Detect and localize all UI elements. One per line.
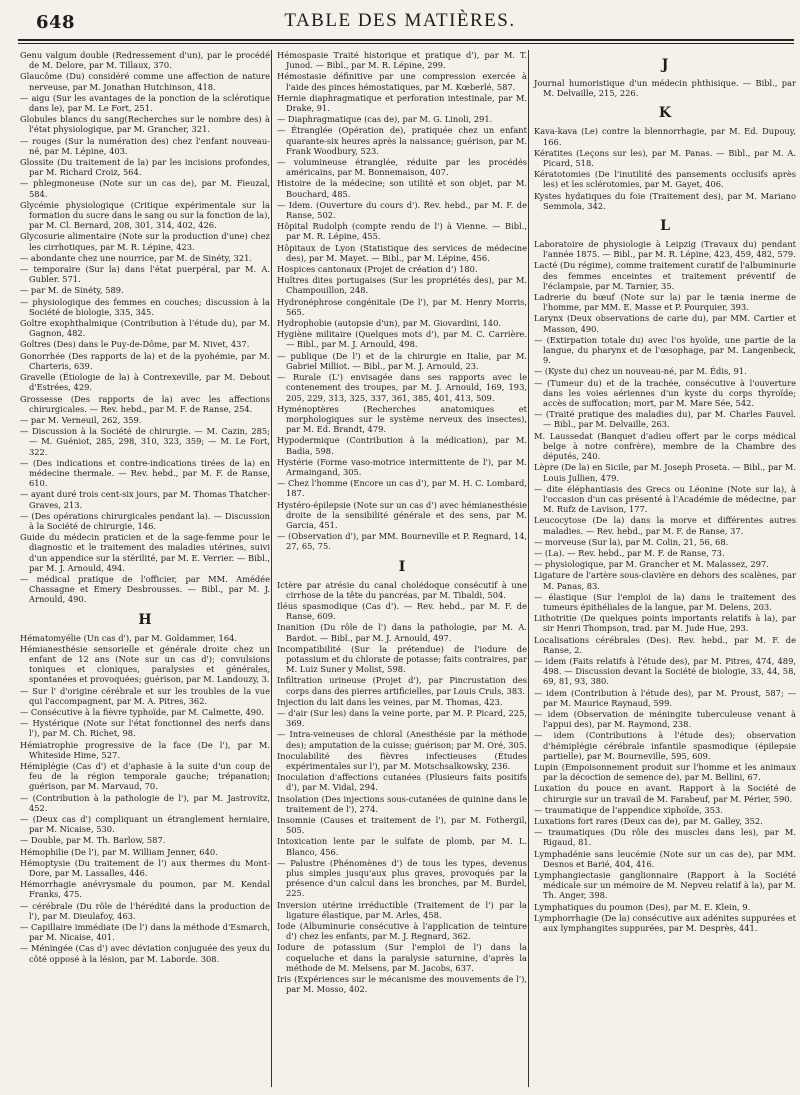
index-entry: — temporaire (Sur la) dans l'état puerpéral, par M. A. Gubler. 571. bbox=[20, 264, 270, 285]
page-number: 648 bbox=[36, 12, 76, 33]
index-entry: — Double, par M. Th. Barlow, 587. bbox=[20, 835, 166, 846]
index-entry: — (La). — Rev. hebd., par M. F. de Ranse, 73. bbox=[534, 547, 725, 558]
index-entry: Hémospasie Traité historique et pratique d'), par M. T. Junod. — Bibl., par M. R. Lépine, 299. bbox=[277, 50, 527, 71]
index-entry: Luxation du pouce en avant. Rapport à la Société de chirurgie sur un travail de M. Farabeuf, par M. Périer, 590. bbox=[534, 783, 796, 804]
index-entry: — (Contribution à la pathologie de l'), par M. Jastrovitz, 452. bbox=[20, 792, 270, 813]
index-entry: Hémoptysie (Du traitement de l') aux thermes du Mont-Dore, par M. Lassalles, 446. bbox=[20, 857, 270, 879]
index-entry: — volumineuse étranglée, réduite par les procédés américains, par M. Bonnemaison, 407. bbox=[277, 157, 527, 178]
column-right bbox=[534, 50, 796, 934]
index-entry: — (Traité pratique des maladies du), par M. Charles Fauvel. — Bibl., par M. Delvaille, 263. bbox=[534, 409, 796, 430]
index-entry: Hygiène militaire (Quelques mots d'), par M. C. Carrière. — Bibl., par M. J. Arnould, 498. bbox=[277, 329, 527, 350]
index-entry: — élastique (Sur l'emploi de la) dans le traitement des tumeurs épithéliales de la langue, par M. Delens, 203. bbox=[534, 591, 796, 612]
index-entry: — Sur l' d'origine cérébrale et sur les troubles de la vue qui l'accompagnent, par M. A. Pitres, 362. bbox=[20, 685, 270, 706]
index-entry: — (Des opérations chirurgicales pendant la). — Discussion à la Société de chirurgie, 146. bbox=[20, 510, 270, 531]
index-entry: Iris (Expériences sur le mécanisme des mouvements de l'), par M. Mosso, 402. bbox=[277, 974, 527, 995]
index-entry: Larynx (Deux observations de carie du), par MM. Cartier et Masson, 490. bbox=[534, 313, 796, 334]
index-entry: — (Des indications et contre-indications tirées de la) en médecine thermale. — Rev. hebd., par M. F. de Ranse, 610. bbox=[20, 457, 270, 489]
index-entry: — rouges (Sur la numération des) chez l'enfant nouveau-né, par M. Lépine, 403. bbox=[20, 135, 270, 156]
index-entry: Goîtres (Des) dans le Puy-de-Dôme, par M. Nivet, 437. bbox=[20, 339, 250, 350]
index-entry: Hémianesthésie sensorielle et générale droite chez un enfant de 12 ans (Note sur un cas d'); convulsions toniques et cloniques, paralysies et générales, spontanées et provoquées; guérison, par M. Landouzy, 3. bbox=[20, 643, 270, 685]
index-entry: — Diaphragmatique (cas de), par M. G. Linoli, 291. bbox=[277, 114, 493, 125]
index-entry: Kératotomies (De l'inutilité des pansements occlusifs après les) et les sclérotomies, par M. Gayet, 406. bbox=[534, 169, 796, 190]
index-entry: Kératites (Leçons sur les), par M. Panas. — Bibl., par M. A. Picard, 518. bbox=[534, 147, 796, 169]
index-entry: Histoire de la médecine; son utilité et son objet, par M. Bouchard, 485. bbox=[277, 178, 527, 199]
index-entry: — idem (Observation de méningite tuberculeuse venant à l'appui des), par M. Raymond, 238. bbox=[534, 708, 796, 730]
index-entry: — Intra-veineuses de chloral (Anesthésie par la méthode des); amputation de la cuisse; guérison; par M. Oré, 305. bbox=[277, 729, 527, 750]
index-entry: — cérébrale (Du rôle de l'hérédité dans la production de l'), par M. Dieulafoy, 463. bbox=[20, 900, 270, 921]
index-entry: — médical pratique de l'officier, par MM. Amédée Chassagne et Emery Desbrousses. — Bibl., par M. J. Arnould, 490. bbox=[20, 573, 270, 605]
index-entry: Hôpital Rudolph (compte rendu de l') à Vienne. — Bibl., par M. R. Lépine, 455. bbox=[277, 221, 527, 242]
entry-list-j bbox=[534, 78, 796, 98]
index-entry: — dite éléphantiasis des Grecs ou Léonine (Note sur la), à l'occasion d'un cas présenté à l'Académie de médecine, par M. Rufz de Lavison, 177. bbox=[534, 483, 796, 515]
index-entry: — Méningée (Cas d') avec déviation conjuguée des yeux du côté opposé à la lésion, par M. Laborde. 308. bbox=[20, 943, 270, 964]
index-entry: — Capillaire immédiate (De l') dans la méthode d'Esmarch, par M. Nicaise, 401. bbox=[20, 922, 270, 943]
index-entry: Hystéro-épilepsie (Note sur un cas d') avec hémianesthésie droite de la sensibilité générale et des sens, par M. Garcia, 451. bbox=[277, 499, 527, 530]
index-entry: Hémostasie définitive par une compression exercée à l'aide des pinces hémostatiques, par M. Kœberlé, 587. bbox=[277, 71, 527, 92]
index-entry: — aigu (Sur les avantages de la ponction de la sclérotique dans le), par M. Le Fort, 251. bbox=[20, 92, 270, 114]
index-entry: Globules blancs du sang(Recherches sur le nombre des) à l'état physiologique, par M. Grancher, 321. bbox=[20, 114, 270, 135]
index-entry: Glycémie physiologique (Critique expérimentale sur la formation du sucre dans le sang ou sur la fonction de la), par M. Cl. Bernard, 208, 301, 314, 402, 426. bbox=[20, 199, 270, 231]
index-entry: Iléus spasmodique (Cas d'). — Rev. hebd., par M. F. de Ranse, 609. bbox=[277, 600, 527, 622]
index-entry: Genu valgum double (Redressement d'un), par le procédé de M. Delore, par M. Tillaux, 370. bbox=[20, 50, 270, 71]
index-entry: Gravelle (Étiologie de la) à Contrexeville, par M. Debout d'Estrées, 429. bbox=[20, 372, 270, 393]
index-entry: Lithotritie (De quelques points importants relatifs à la), par sir Henri Thompson, trad. par M. Jude Hue, 293. bbox=[534, 613, 796, 634]
index-entry: Lèpre (De la) en Sicile, par M. Joseph Proseta. — Bibl., par M. Louis Jullien, 479. bbox=[534, 462, 796, 483]
index-entry: Inoculabilité des fièvres infectieuses (Études expérimentales sur l'), par M. Motschsalkowsky, 236. bbox=[277, 750, 527, 771]
index-entry: Lymphorrhagie (De la) consécutive aux adénites suppurées et aux lymphangites suppurées, par M. Desprès, 441. bbox=[534, 912, 796, 934]
index-entry: — idem (Faits relatifs à l'étude des), par M. Pitres, 474, 489, 498. — Discussion devant la Société de biologie, 33, 44, 58, 69, 81, 93, 380. bbox=[534, 655, 796, 687]
index-entry: — (Tumeur du) et de la trachée, consécutive à l'ouverture dans les voies aériennes d'un kyste du corps thyroïde; accès de suffocation; mort, par M. Mare Sée, 542. bbox=[534, 377, 796, 409]
index-entry: Iode (Albuminurie consécutive à l'application de teinture d') chez les enfants, par M. J. Regnard, 362. bbox=[277, 921, 527, 942]
index-entry: — Discussion à la Société de chirurgie. — M. Cazin, 285; — M. Guéniot, 285, 298, 310, 323, 359; — M. Le Fort, 322. bbox=[20, 426, 270, 457]
index-entry: Glaucôme (Du) considéré comme une affection de nature nerveuse, par M. Jonathan Hutchinson, 418. bbox=[20, 71, 270, 92]
index-entry: Hémorrhagie anévrysmale du poumon, par M. Kendal Franks, 475. bbox=[20, 879, 270, 900]
index-entry: — Étranglée (Opération de), pratiquée chez un enfant quarante-six heures après la naissance; guérison, par M. Frank Woodbury, 523. bbox=[277, 125, 527, 156]
entry-list-h-i bbox=[277, 50, 527, 994]
index-entry: Hypodermique (Contribution à la médication), par M. Badia, 598. bbox=[277, 435, 527, 456]
index-entry: — Consécutive à la fièvre typhoïde, par M. Calmette, 490. bbox=[20, 706, 264, 717]
index-entry: Glycosurie alimentaire (Note sur la production d'une) chez les cirrhotiques, par M. R. Lépine, 423. bbox=[20, 231, 270, 252]
index-entry: — idem (Contribution à l'étude des), par M. Proust, 587; — par M. Maurice Raynaud, 599. bbox=[534, 687, 796, 708]
column-divider bbox=[528, 50, 529, 1087]
index-entry: M. Laussedat (Banquet d'adieu offert par le corps médical belge à notre confrère), membre de la Chambre des députés, 240. bbox=[534, 430, 796, 462]
index-entry: Lupin (Empoisonnement produit sur l'homme et les animaux par la décoction de semence de), par M. Bellini, 67. bbox=[534, 761, 796, 783]
index-entry: — phlegmoneuse (Note sur un cas de), par M. Fieuzal, 584. bbox=[20, 178, 270, 199]
index-entry: — d'air (Sur les) dans la veine porte, par M. P. Picard, 225, 369. bbox=[277, 707, 527, 729]
index-entry: Kystes hydatiques du foie (Traitement des), par M. Mariano Semmola, 342. bbox=[534, 190, 796, 211]
index-entry: Localisations cérébrales (Des). Rev. hebd., par M. F. de Ranse, 2. bbox=[534, 634, 796, 655]
entry-list-l bbox=[534, 239, 796, 933]
index-entry: Hernie diaphragmatique et perforation intestinale, par M. Drake, 91. bbox=[277, 92, 527, 114]
index-entry: — (Observation d'), par MM. Bourneville et P. Regnard, 14, 27, 65, 75. bbox=[277, 531, 527, 552]
section-letter-l: L bbox=[660, 218, 670, 235]
index-entry: Goître exophthalmique (Contribution à l'étude du), par M. Gagnon, 482. bbox=[20, 318, 270, 339]
index-entry: Lacté (Du régime), comme traitement curatif de l'albuminurie des femmes enceintes et traitement préventif de l'éclampsie, par M. Tarnier, 35. bbox=[534, 260, 796, 291]
index-entry: Injection du lait dans les veines, par M. Thomas, 423. bbox=[277, 696, 503, 707]
section-letter: I bbox=[398, 558, 406, 575]
index-entry: — par M. Verneuil, 262, 359. bbox=[20, 414, 142, 425]
index-entry: Hyménoptères (Recherches anatomiques et morphologiques sur le système nerveux des insectes), par M. Ed. Brandt, 479. bbox=[277, 403, 527, 435]
index-entry: Intoxication lente par le sulfate de plomb, par M. L. Blanco, 456. bbox=[277, 836, 527, 857]
index-entry: — idem (Contributions à l'étude des); observation d'hémiplégie cérébrale infantile spasmodique (épilepsie partielle), par M. Bourneville, 595, 609. bbox=[534, 730, 796, 761]
index-entry: — (Deux cas d') compliquant un étranglement herniaire, par M. Nicaise, 530. bbox=[20, 814, 270, 835]
index-entry: Luxations fort rares (Deux cas de), par M. Galley, 352. bbox=[534, 816, 763, 826]
index-entry: Hydronéphrose congénitale (De l'), par M. Henry Morris, 565. bbox=[277, 296, 527, 317]
entry-list-h bbox=[20, 633, 270, 964]
index-entry: — Idem. (Ouverture du cours d'). Rev. hebd., par M. F. de Ranse, 502. bbox=[277, 199, 527, 221]
index-entry: — publique (De l') et de la chirurgie en Italie, par M. Gabriel Milliot. — Bibl., par M. J. Arnould, 23. bbox=[277, 350, 527, 371]
entry-list-g bbox=[20, 50, 270, 605]
index-entry: — par M. de Sinéty, 589. bbox=[20, 285, 124, 296]
index-entry: Hémiplégie (Cas d') et d'aphasie à la suite d'un coup de feu de la région temporale gauche; trépanation; guérison, par M. Marvaud, 70. bbox=[20, 761, 270, 792]
index-entry: — Rurale (L') envisagée dans ses rapports avec le contenement des troupes, par M. J. Arnould, 169, 193, 205, 229, 313, 325, 337, 361, 385, 401, 413, 509. bbox=[277, 372, 527, 403]
index-entry: Hôpitaux de Lyon (Statistique des services de médecine des), par M. Mayet. — Bibl., par M. Lépine, 456. bbox=[277, 242, 527, 263]
index-entry: Hospices cantonaux (Projet de création d') 180. bbox=[277, 264, 478, 275]
index-entry: Ladrerie du bœuf (Note sur la) par le tænia inerme de l'homme, par MM. E. Masse et P. Pourquier, 393. bbox=[534, 292, 796, 313]
index-entry: Inoculation d'affections cutanées (Plusieurs faits positifs d'), par M. Vidal, 294. bbox=[277, 772, 527, 793]
index-entry: Ictère par atrésie du canal cholédoque consécutif à une cirrhose de la tête du pancréas, par M. Tibaldi, 504. bbox=[277, 579, 527, 600]
section-letter-j: J bbox=[661, 57, 669, 73]
index-entry: Gonorrhée (Des rapports de la) et de la pyohémie, par M. Charteris, 639. bbox=[20, 350, 270, 371]
index-entry: Lymphangiectasie ganglionnaire (Rapport à la Société médicale sur un mémoire de M. Nepveu relatif à la), par M. Th. Anger, 398. bbox=[534, 870, 796, 901]
index-entry: Huîtres dites portugaises (Sur les propriétés des), par M. Champouillon, 248. bbox=[277, 275, 527, 296]
entry-list-k bbox=[534, 126, 796, 211]
index-entry: Guide du médecin praticien et de la sage-femme pour le diagnostic et le traitement des maladies utérines, suivi d'un appendice sur la stérilité, par M. E. Verrier. — Bibl., par M. J. Arnould, 494. bbox=[20, 532, 270, 573]
index-entry: — Hystérique (Note sur l'état fonctionnel des nerfs dans l'), par M. Ch. Richet, 98. bbox=[20, 718, 270, 739]
index-entry: Insomnie (Causes et traitement de l'), par M. Fothergil, 505. bbox=[277, 815, 527, 836]
column-left bbox=[20, 50, 270, 965]
index-entry: — Chez l'homme (Encore un cas d'), par M. H. C. Lombard, 187. bbox=[277, 478, 527, 499]
index-entry: — physiologique des femmes en couches; discussion à la Société de biologie, 335, 345. bbox=[20, 296, 270, 317]
section-letter-h: H bbox=[138, 611, 152, 628]
index-entry: Glossite (Du traitement de la) par les incisions profondes, par M. Richard Croiz, 564. bbox=[20, 157, 270, 178]
page-title: TABLE DES MATIÈRES. bbox=[284, 10, 516, 31]
index-entry: — (Kyste du) chez un nouveau-né, par M. Édis, 91. bbox=[534, 366, 747, 377]
index-entry: Ligature de l'artère sous-clavière en dehors des scalènes, par M. Panas, 83. bbox=[534, 570, 796, 591]
index-entry: Hématomyélie (Un cas d'), par M. Goldammer, 164. bbox=[20, 632, 238, 643]
index-entry: Hémophilie (De l'), par M. William Jenner, 640. bbox=[20, 846, 218, 857]
section-letter-k: K bbox=[658, 105, 672, 122]
index-entry: Lymphadénie sans leucémie (Note sur un cas de), par MM. Desnos et Barié, 404, 416. bbox=[534, 848, 796, 869]
index-entry: Laboratoire de physiologie à Leipzig (Travaux du) pendant l'année 1875. — Bibl., par M. R. Lépine, 423, 459, 482, 579. bbox=[534, 239, 796, 260]
index-entry: Lymphatiques du poumon (Des), par M. E. Klein, 9. bbox=[534, 901, 751, 912]
index-entry: — traumatique de l'appendice xiphoïde, 353. bbox=[534, 804, 723, 815]
header-rule-thin bbox=[18, 43, 794, 44]
header-rule bbox=[18, 39, 794, 41]
index-entry: Journal humoristique d'un médecin phthisique. — Bibl., par M. Delvaille, 215, 226. bbox=[534, 78, 796, 99]
index-entry: Kava-kava (Le) contre la blennorrhagie, par M. Ed. Dupouy, 166. bbox=[534, 126, 796, 147]
index-entry: — traumatiques (Du rôle des muscles dans les), par M. Rigaud, 81. bbox=[534, 827, 796, 848]
index-entry: Inanition (Du rôle de l') dans la pathologie, par M. A. Bardot. — Bibl., par M. J. Arnould, 497. bbox=[277, 622, 527, 643]
index-entry: — ayant duré trois cent-six jours, par M. Thomas Thatcher-Graves, 213. bbox=[20, 489, 270, 510]
index-entry: Hydrophobie (autopsie d'un), par M. Giovardini, 140. bbox=[277, 318, 501, 329]
column-divider bbox=[271, 50, 272, 1087]
index-entry: Infiltration urineuse (Projet d'), par Pincrustation des corps dans des pierres artificielles, par Louis Cruls, 383. bbox=[277, 675, 527, 696]
index-entry: Incompatibilité (Sur la prétendue) de l'iodure de potassium et du chlorate de potasse; faits contraires, par M. Luiz Suner y Molist, 598. bbox=[277, 643, 527, 675]
index-entry: Inversion utérine irréductible (Traitement de l') par la ligature élastique, par M. Arles, 458. bbox=[277, 899, 527, 920]
index-entry: — morveuse (Sur la), par M. Colin, 21, 56, 68. bbox=[534, 536, 729, 547]
index-entry: — (Extirpation totale du) avec l'os hyoïde, une partie de la langue, du pharynx et de l'œsophage, par M. Langenbeck, 9. bbox=[534, 334, 796, 366]
column-middle bbox=[277, 50, 527, 995]
index-entry: Hémiatrophie progressive de la face (De l'), par M. Whiteside Hime, 527. bbox=[20, 739, 270, 760]
index-entry: Leucocytose (De la) dans la morve et différentes autres maladies. — Rev. hebd., par M. F. de Ranse, 37. bbox=[534, 515, 796, 536]
index-entry: — physiologique, par M. Grancher et M. Malassez, 297. bbox=[534, 559, 769, 570]
index-entry: Hystérie (Forme vaso-motrice intermittente de l'), par M. Armaingand, 305. bbox=[277, 456, 527, 477]
index-entry: — Palustre (Phénomènes d') de tous les types, devenus plus simples jusqu'aux plus graves, provoqués par la présence d'un calcul dans les bronches, par M. Burdel, 225. bbox=[277, 857, 527, 899]
index-entry: Insolation (Des injections sous-cutanées de quinine dans le traitement de l'), 274. bbox=[277, 793, 527, 814]
index-entry: Iodure de potassium (Sur l'emploi de l') dans la coqueluche et dans la paralysie saturnine, d'après la méthode de M. Melsens, par M. Jacobs, 637. bbox=[277, 942, 527, 973]
index-entry: — abondante chez une nourrice, par M. de Sinéty, 321. bbox=[20, 252, 253, 263]
index-entry: Grossesse (Des rapports de la) avec les affections chirurgicales. — Rev. hebd., par M. F. de Ranse, 254. bbox=[20, 393, 270, 414]
